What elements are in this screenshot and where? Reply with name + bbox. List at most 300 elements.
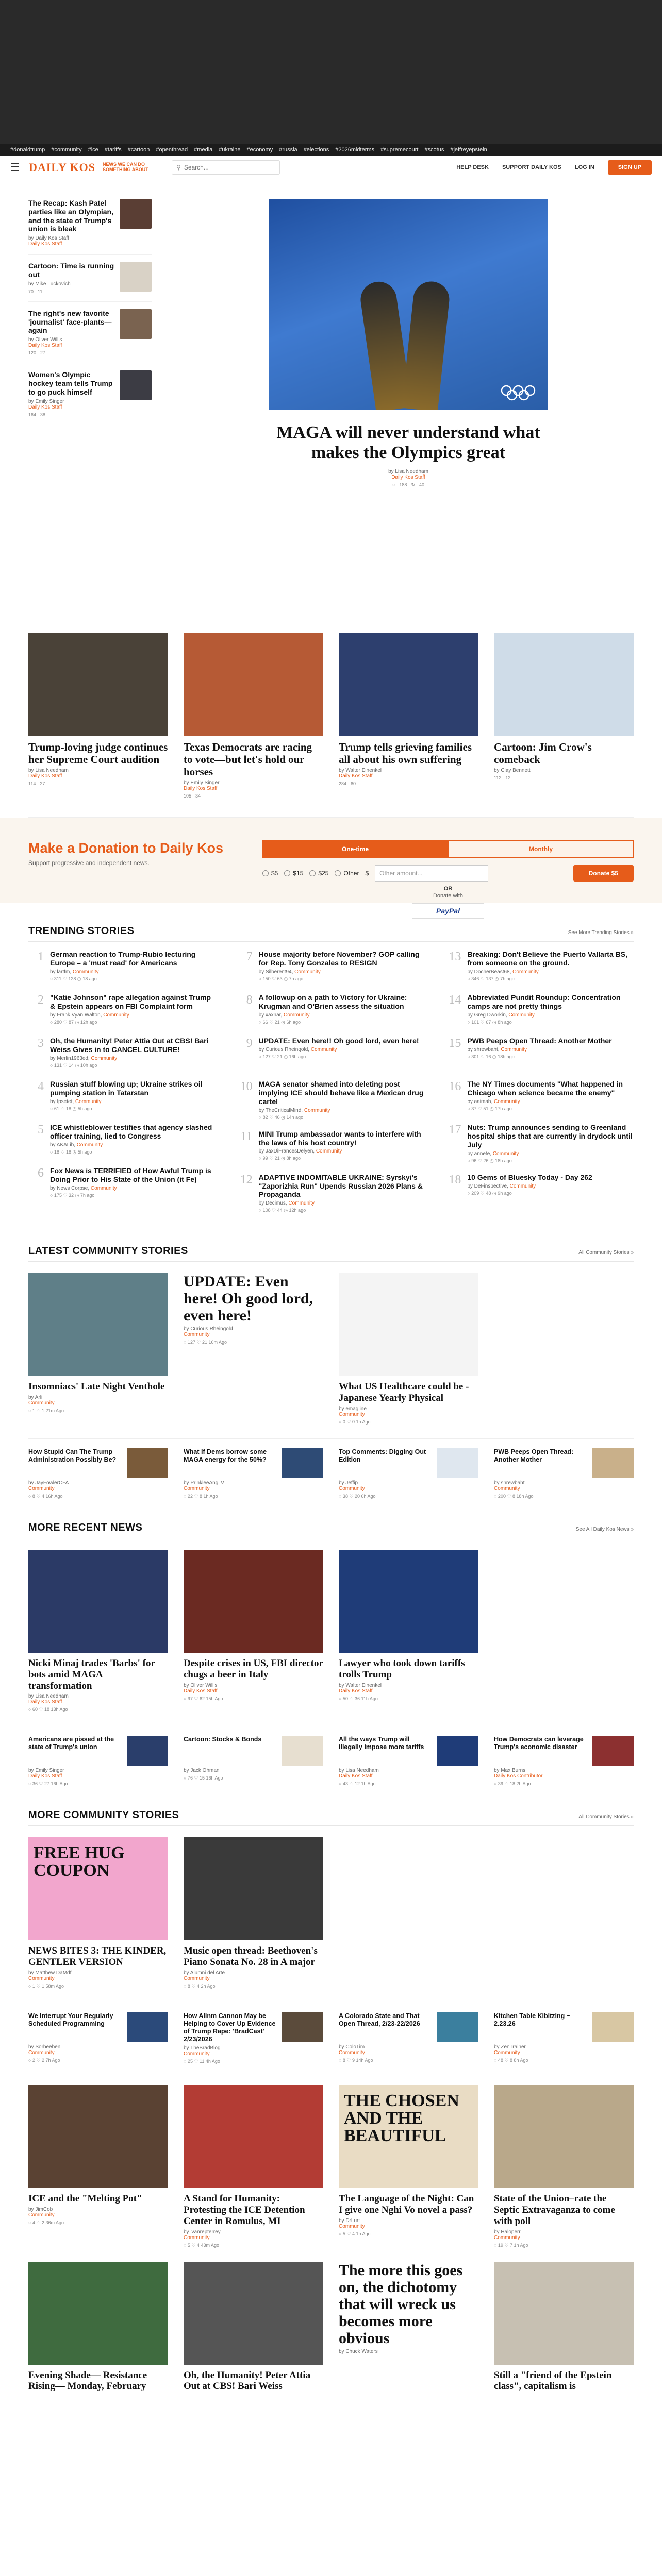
card-byline (339, 768, 478, 779)
story-byline (28, 235, 115, 247)
left-story[interactable] (28, 309, 152, 363)
small-story-byline (494, 1768, 634, 1779)
story-thumbnail (120, 199, 152, 229)
small-story[interactable] (28, 2012, 168, 2064)
small-story-title[interactable]: How Alinm Cannon May be Helping to Cover Up Evidence of Trump Rape: 'BradCast' 2/23/2026 (184, 2012, 276, 2043)
story-title[interactable]: A Stand for Humanity: Protesting the ICE Detention Center in Romulus, MI (184, 2193, 305, 2227)
author: by Greg Dworkin, (467, 1012, 507, 1019)
story-title[interactable]: What US Healthcare could be - Japanese Yearly Physical (339, 1381, 469, 1404)
author: by aaimah, (467, 1099, 493, 1105)
tag-link[interactable]: #economy (246, 147, 273, 153)
trending-list (28, 950, 634, 1223)
paypal-button[interactable]: PayPal (412, 903, 484, 919)
header-nav (456, 160, 652, 175)
author: by TheCriticalMind, (258, 1107, 303, 1113)
story-stats: ○ 4 ♡ 2 36m Ago (28, 2219, 64, 2225)
story-image (184, 1550, 323, 1653)
small-story-thumbnail (592, 1448, 634, 1478)
story-title[interactable]: The more this goes on, the dichotomy that will wreck us becomes more obvious (339, 2261, 463, 2347)
story-card[interactable] (339, 1273, 478, 1425)
small-story-stats: ○ 39 ♡ 18 2h Ago (494, 1781, 531, 1787)
author: by DocherBeast68, (467, 969, 511, 975)
small-story-title[interactable]: Americans are pissed at the state of Trump's union (28, 1736, 114, 1751)
comment-count: 284 (339, 781, 347, 787)
small-story-title[interactable]: What If Dems borrow some MAGA energy for the 50%? (184, 1448, 267, 1463)
trending-item[interactable] (237, 1130, 425, 1164)
trending-item[interactable] (28, 1166, 217, 1200)
featured-image[interactable] (269, 199, 548, 410)
story-stats (28, 350, 115, 355)
tag-link[interactable]: #ukraine (219, 147, 241, 153)
small-story-byline (494, 1480, 634, 1492)
author: by Decimus, (258, 1200, 287, 1207)
trending-byline (467, 1151, 634, 1157)
tag-link[interactable]: #cartoon (127, 147, 150, 153)
author-org: Community (494, 1485, 520, 1492)
small-story[interactable] (339, 1448, 478, 1499)
trending-title[interactable]: MINI Trump ambassador wants to interfere with the laws of his host country! (258, 1129, 421, 1147)
trending-title[interactable]: Nuts: Trump announces sending to Greenland hospital ships that are currently in drydock until July (467, 1123, 633, 1149)
amount-option-15[interactable]: $15 (284, 870, 303, 877)
donate-button[interactable]: Donate $5 (573, 865, 634, 882)
card-stats (28, 781, 168, 786)
small-story[interactable] (494, 2012, 634, 2064)
small-story-thumbnail (437, 1736, 478, 1766)
search-box[interactable] (172, 160, 280, 175)
author-org: Community (492, 1150, 519, 1157)
left-story[interactable] (28, 262, 152, 302)
story-title[interactable]: Music open thread: Beethoven's Piano Sonata No. 28 in A major (184, 1945, 318, 1968)
small-story-byline (184, 1768, 323, 1773)
other-amount-input[interactable]: Other amount... (375, 865, 488, 882)
small-story-title[interactable]: How Stupid Can The Trump Administration Possibly Be? (28, 1448, 117, 1463)
author: by Daily Kos Staff (28, 235, 69, 242)
story-card[interactable] (339, 1550, 478, 1713)
author: by Chuck Waters (339, 2348, 378, 2354)
support-link[interactable]: SUPPORT DAILY KOS (502, 164, 561, 171)
tag-link[interactable]: #jeffreyepstein (450, 147, 487, 153)
author-org: Daily Kos Staff (184, 1688, 218, 1694)
trending-item[interactable] (28, 1037, 217, 1071)
author-org: Community (509, 1183, 536, 1189)
story-card[interactable] (184, 2262, 323, 2395)
trending-byline (467, 969, 634, 975)
story-title[interactable]: Nicki Minaj trades 'Barbs' for bots amid MAGA transformation (28, 1657, 155, 1691)
news-card[interactable] (494, 633, 634, 799)
tag-link[interactable]: #ice (88, 147, 98, 153)
small-story-title[interactable]: All the ways Trump will illegally impose more tariffs (339, 1736, 424, 1751)
author-org: Daily Kos Staff (28, 343, 62, 349)
author-org: Daily Kos Staff (184, 786, 218, 792)
story-card[interactable] (184, 1550, 323, 1713)
story-card[interactable] (28, 1273, 168, 1425)
trending-rank: 15 (449, 1037, 461, 1050)
trending-item[interactable] (237, 950, 425, 984)
tag-link[interactable]: #elections (303, 147, 329, 153)
trending-item[interactable] (28, 1123, 217, 1157)
small-story-stats: ○ 2 ♡ 2 7h Ago (28, 2058, 60, 2063)
small-story-byline (28, 1480, 168, 1492)
small-story-byline (28, 1768, 168, 1779)
small-story-byline (339, 2044, 478, 2056)
donation-subtitle: Support progressive and independent news. (28, 859, 150, 867)
author: by lartfm, (50, 969, 72, 975)
author-org: Daily Kos Staff (28, 773, 62, 779)
more-community-last-row (28, 2253, 634, 2413)
author-org: Community (28, 1485, 55, 1492)
trending-item[interactable] (445, 1080, 634, 1114)
amount-option-5[interactable]: $5 (262, 870, 278, 877)
story-image (28, 1550, 168, 1653)
news-card[interactable] (28, 633, 168, 799)
author: by Lisa Needham (339, 1768, 379, 1774)
story-byline (28, 337, 115, 348)
author-org: Community (184, 1332, 210, 1338)
story-card[interactable] (184, 2085, 323, 2248)
trending-column (237, 950, 425, 1223)
comment-count: 112 (494, 775, 502, 781)
story-thumbnail (120, 262, 152, 292)
trending-byline (50, 1185, 217, 1191)
story-card[interactable] (494, 2085, 634, 2248)
tag-link[interactable]: #openthread (156, 147, 188, 153)
trending-item[interactable] (28, 950, 217, 984)
tag-link[interactable]: #russia (279, 147, 297, 153)
story-card[interactable] (28, 2085, 168, 2248)
tag-link[interactable]: #2026midterms (335, 147, 375, 153)
trending-title[interactable]: 10 Gems of Bluesky Today - Day 262 (467, 1173, 592, 1181)
trending-rank: 1 (38, 950, 44, 964)
trending-title[interactable]: House majority before November? GOP calling for Rep. Tony Gonzales to RESIGN (258, 950, 420, 968)
small-story[interactable] (28, 1736, 168, 1787)
trending-rank: 10 (240, 1080, 253, 1094)
story-card[interactable] (184, 1273, 323, 1425)
author: by Merlin1963ed, (50, 1056, 90, 1062)
card-byline (184, 780, 323, 791)
story-card[interactable] (494, 2262, 634, 2395)
tag-link[interactable]: #scotus (424, 147, 444, 153)
trending-item[interactable] (445, 950, 634, 984)
small-story-stats: ○ 22 ♡ 8 1h Ago (184, 1493, 218, 1499)
latest-community-heading: LATEST COMMUNITY STORIES (28, 1245, 188, 1257)
hamburger-menu-icon[interactable]: ☰ (10, 162, 20, 173)
trending-item[interactable] (28, 1080, 217, 1114)
story-byline (184, 1326, 323, 1337)
trending-title[interactable]: A followup on a path to Victory for Ukraine: Krugman and O'Brien assess the situation (258, 993, 407, 1011)
author-org: Community (184, 2051, 210, 2057)
story-title[interactable]: Oh, the Humanity! Peter Attia Out at CBS! Bari Weiss (184, 2369, 311, 2392)
story-stats: ○ 8 ♡ 4 2h Ago (184, 1984, 216, 1989)
trending-stats: ○ 96 ♡ 26 ◷ 18h ago (467, 1158, 512, 1163)
login-link[interactable]: LOG IN (574, 164, 594, 171)
small-story-title[interactable]: Kitchen Table Kibitzing ~ 2.23.26 (494, 2012, 571, 2028)
small-story-title[interactable]: Top Comments: Digging Out Edition (339, 1448, 426, 1463)
author-org: Community (75, 1099, 102, 1105)
trending-title[interactable]: Oh, the Humanity! Peter Attia Out at CBS! Bari Weiss Gives in to CANCEL CULTURE! (50, 1037, 209, 1054)
trending-item[interactable] (445, 1123, 634, 1163)
story-title[interactable]: Lawyer who took down tariffs trolls Trump (339, 1657, 465, 1680)
story-title[interactable]: Despite crises in US, FBI director chugs a beer in Italy (184, 1657, 323, 1680)
story-image (339, 1550, 478, 1653)
small-story[interactable] (184, 1736, 323, 1787)
story-title[interactable]: The Recap: Kash Patel parties like an Olympian, and the state of Trump's union is bleak (28, 199, 113, 233)
story-stats (28, 412, 115, 417)
card-title[interactable]: Trump tells grieving families all about his own suffering (339, 741, 472, 766)
story-card[interactable] (28, 1550, 168, 1713)
left-story-list (28, 199, 162, 612)
trending-title[interactable]: MAGA senator shamed into deleting post implying ICE should behave like a Mexican drug cartel (258, 1080, 424, 1106)
latest-community-header (28, 1245, 634, 1262)
story-byline (28, 399, 115, 410)
more-community-more-link[interactable]: All Community Stories » (578, 1814, 634, 1820)
trending-byline (259, 1200, 425, 1206)
amount-option-other[interactable]: Other (335, 870, 359, 877)
trending-title[interactable]: ICE whistleblower testifies that agency slashed officer training, lied to Congress (50, 1123, 212, 1141)
olympic-rings-icon (500, 384, 536, 402)
monthly-tab[interactable]: Monthly (448, 840, 634, 858)
top-banner (0, 0, 662, 144)
trending-rank: 4 (38, 1080, 44, 1094)
small-story-byline (184, 2045, 323, 2057)
story-byline (28, 281, 115, 287)
more-community-header (28, 1809, 634, 1826)
trending-byline (467, 1099, 634, 1105)
author: by ZenTrainer (494, 2044, 526, 2050)
share-count: 12 (505, 775, 511, 781)
author-org: Community (304, 1107, 330, 1113)
card-title[interactable]: Texas Democrats are racing to vote—but let's hold our horses (184, 741, 312, 778)
small-story[interactable] (184, 1448, 323, 1499)
story-byline (339, 1683, 478, 1694)
more-community-small (28, 2003, 634, 2064)
trending-title[interactable]: PWB Peeps Open Thread: Another Mother (467, 1037, 612, 1045)
trending-title[interactable]: German reaction to Trump-Rubio lecturing Europe – a 'must read' for Americans (50, 950, 196, 968)
author-org: Community (310, 1047, 337, 1053)
featured-title[interactable]: MAGA will never understand what makes the Olympics great (276, 423, 540, 463)
author-org: Daily Kos Staff (28, 241, 62, 247)
trending-title[interactable]: Abbreviated Pundit Roundup: Concentration camps are not pretty things (467, 993, 621, 1011)
small-story-title[interactable]: PWB Peeps Open Thread: Another Mother (494, 1448, 574, 1463)
small-story[interactable] (28, 1448, 168, 1499)
author-org: Daily Kos Staff (28, 404, 62, 410)
featured-byline: by Lisa Needham Daily Kos Staff (388, 469, 428, 481)
story-byline (184, 1970, 323, 1981)
author: by Clay Bennett (494, 768, 531, 774)
trending-title[interactable]: "Katie Johnson" rape allegation against Trump & Epstein appears on FBI Complaint form (50, 993, 211, 1011)
trending-title[interactable]: Breaking: Don't Believe the Puerto Vallarta BS, from someone on the ground. (467, 950, 627, 968)
trending-title[interactable]: The NY Times documents "What happened in Chicago when science became the enemy" (467, 1080, 623, 1097)
featured-story[interactable] (162, 199, 634, 612)
story-title[interactable]: Insomniacs' Late Night Venthole (28, 1381, 165, 1393)
search-input[interactable] (184, 164, 272, 171)
signup-button[interactable]: SIGN UP (608, 160, 652, 175)
story-title[interactable]: The right's new favorite 'journalist' face-plants—again (28, 309, 112, 335)
tag-link[interactable]: #donaldtrump (10, 147, 45, 153)
trending-byline (467, 1183, 592, 1189)
trending-item[interactable] (237, 1080, 425, 1120)
author: by Oliver Willis (28, 337, 62, 343)
small-story-thumbnail (127, 1448, 168, 1478)
trending-title[interactable]: UPDATE: Even here!! Oh good lord, even here! (258, 1037, 419, 1045)
author-org: Community (339, 2223, 365, 2229)
author-org: Community (339, 1411, 365, 1417)
story-image (339, 1273, 478, 1376)
trending-column (28, 950, 217, 1223)
story-byline (28, 1970, 168, 1981)
trending-rank: 7 (246, 950, 253, 964)
search-icon[interactable]: ⚲ (176, 163, 181, 171)
more-community-heading: MORE COMMUNITY STORIES (28, 1809, 179, 1821)
small-story-title[interactable]: Cartoon: Stocks & Bonds (184, 1736, 262, 1743)
trending-stats: ○ 131 ♡ 14 ◷ 10h ago (50, 1063, 97, 1069)
small-story-title[interactable]: How Democrats can leverage Trump's economic disaster (494, 1736, 584, 1751)
story-title[interactable]: Evening Shade— Resistance Rising— Monday, February (28, 2369, 147, 2392)
trending-stats: ○ 301 ♡ 16 ◷ 18h ago (467, 1054, 515, 1060)
recent-news-header (28, 1522, 634, 1538)
story-byline (339, 2349, 478, 2354)
small-story[interactable] (494, 1736, 634, 1787)
author: by Curious Rheingold, (258, 1047, 310, 1053)
one-time-tab[interactable]: One-time (262, 840, 448, 858)
story-thumbnail (120, 370, 152, 400)
author-org: Community (72, 969, 99, 975)
card-stats (339, 781, 478, 786)
trending-item[interactable] (237, 993, 425, 1027)
story-stats: ○ 60 ♡ 18 13h Ago (28, 1707, 68, 1713)
trending-stats: ○ 280 ♡ 87 ◷ 12h ago (50, 1020, 97, 1025)
author: by Haloperr (494, 2229, 521, 2235)
story-stats: ○ 50 ♡ 36 11h Ago (339, 1696, 378, 1701)
author: by Walter Einenkel (339, 768, 382, 774)
story-title[interactable]: UPDATE: Even here! Oh good lord, even here! (184, 1273, 313, 1325)
trending-rank: 8 (246, 993, 253, 1007)
author: by emagline (339, 1405, 367, 1412)
small-story-thumbnail (127, 1736, 168, 1766)
trending-stats: ○ 18 ♡ 18 ◷ 5h ago (50, 1149, 92, 1155)
trending-item[interactable] (28, 993, 217, 1027)
story-image (28, 1837, 168, 1940)
trending-item[interactable] (445, 1037, 634, 1071)
site-logo[interactable]: DAILY KOS (29, 160, 96, 174)
story-card[interactable] (28, 1837, 168, 1989)
latest-community-small (28, 1438, 634, 1499)
more-community-top (28, 1837, 634, 1989)
story-image (184, 2262, 323, 2365)
tag-link[interactable]: #media (194, 147, 213, 153)
story-title[interactable]: Cartoon: Time is running out (28, 262, 114, 279)
trending-stats: ○ 150 ♡ 63 ◷ 7h ago (258, 976, 304, 982)
author: by Emily Singer (28, 398, 64, 404)
small-story[interactable] (184, 2012, 323, 2064)
card-image (494, 633, 634, 736)
small-story[interactable] (339, 1736, 478, 1787)
left-story[interactable] (28, 199, 152, 255)
small-story[interactable] (339, 2012, 478, 2064)
story-byline (28, 1693, 168, 1705)
author: by Jack Ohman (184, 1768, 220, 1774)
trending-item[interactable] (237, 1037, 425, 1071)
trending-item[interactable] (445, 993, 634, 1027)
latest-community-more-link[interactable]: All Community Stories » (578, 1250, 634, 1256)
featured-stats: ○ 188 ↻ 40 (392, 482, 425, 488)
more-community-row (28, 2064, 634, 2253)
author: by News Corpse, (50, 1185, 90, 1192)
trending-item[interactable] (237, 1173, 425, 1213)
small-story-byline (28, 2044, 168, 2056)
story-card[interactable] (28, 2262, 168, 2395)
trending-byline (50, 1012, 217, 1018)
trending-title[interactable]: ADAPTIVE INDOMITABLE UKRAINE: Syrskyi's "Zaporizhia Run" Upends Russian 2026 Plans & Propaganda (258, 1173, 423, 1199)
help-desk-link[interactable]: HELP DESK (456, 164, 489, 171)
author: by PrinkleeAngLV (184, 1480, 224, 1486)
donation-amounts (262, 865, 634, 882)
story-card[interactable] (339, 2085, 478, 2248)
story-card[interactable] (339, 2262, 478, 2395)
author: by TheBradBlog (184, 2045, 221, 2052)
story-card[interactable] (184, 1837, 323, 1989)
recent-news-more-link[interactable]: See All Daily Kos News » (575, 1526, 634, 1532)
small-story-stats: ○ 25 ♡ 11 4h Ago (184, 2059, 220, 2064)
tag-link[interactable]: #supremecourt (380, 147, 419, 153)
author-org: Community (494, 2234, 520, 2241)
card-title[interactable]: Cartoon: Jim Crow's comeback (494, 741, 592, 766)
trending-stats: ○ 37 ♡ 51 ◷ 17h ago (467, 1106, 512, 1112)
trending-rank: 16 (449, 1080, 461, 1094)
author-org: Community (494, 1099, 520, 1105)
small-story[interactable] (494, 1448, 634, 1499)
story-image (494, 2085, 634, 2188)
story-image (494, 2262, 634, 2365)
story-byline (494, 2229, 634, 2241)
site-tagline: NEWS WE CAN DO SOMETHING ABOUT (103, 162, 148, 172)
left-story[interactable] (28, 370, 152, 425)
story-title[interactable]: ICE and the "Melting Pot" (28, 2193, 142, 2205)
amount-option-25[interactable]: $25 (309, 870, 328, 877)
trending-rank: 9 (246, 1037, 253, 1050)
card-title[interactable]: Trump-loving judge continues her Supreme Court audition (28, 741, 168, 766)
story-title[interactable]: NEWS BITES 3: THE KINDER, GENTLER VERSION (28, 1945, 167, 1968)
story-title[interactable]: Women's Olympic hockey team tells Trump to go puck himself (28, 370, 113, 396)
author: by annete, (467, 1150, 492, 1157)
story-title[interactable]: State of the Union–rate the Septic Extravaganza to come with poll (494, 2193, 615, 2227)
story-byline (339, 2218, 478, 2229)
card-image (184, 633, 323, 736)
trending-column (445, 950, 634, 1223)
author: by Walter Einenkel (339, 1682, 382, 1688)
author: by ColoTim (339, 2044, 365, 2050)
tag-link[interactable]: #community (51, 147, 82, 153)
tag-link[interactable]: #tariffs (104, 147, 122, 153)
small-story-stats: ○ 36 ♡ 27 16h Ago (28, 1781, 68, 1787)
story-title[interactable]: Still a "friend of the Epstein class", capitalism is (494, 2369, 612, 2392)
small-story-title[interactable]: A Colorado State and That Open Thread, 2/23-22/2026 (339, 2012, 420, 2028)
trending-stats: ○ 311 ♡ 128 ◷ 18 ago (50, 976, 97, 982)
news-card[interactable] (339, 633, 478, 799)
story-byline (339, 1406, 478, 1417)
author: by xaxnar, (258, 1012, 283, 1019)
trending-item[interactable] (445, 1173, 634, 1207)
story-title[interactable]: The Language of the Night: Can I give one Nghi Vo novel a pass? (339, 2193, 474, 2215)
news-card[interactable] (184, 633, 323, 799)
trending-more-link[interactable]: See More Trending Stories » (568, 930, 634, 936)
trending-title[interactable]: Russian stuff blowing up; Ukraine strikes oil pumping station in Tatarstan (50, 1080, 203, 1097)
small-story-title[interactable]: We Interrupt Your Regularly Scheduled Programming (28, 2012, 113, 2028)
story-stats: ○ 5 ♡ 4 43m Ago (184, 2242, 220, 2248)
trending-rank: 12 (240, 1173, 253, 1187)
story-stats (28, 289, 115, 294)
trending-byline (259, 1047, 419, 1053)
trending-title[interactable]: Fox News is TERRIFIED of How Awful Trump is Doing Prior to His State of the Union (it Fe) (50, 1166, 211, 1184)
